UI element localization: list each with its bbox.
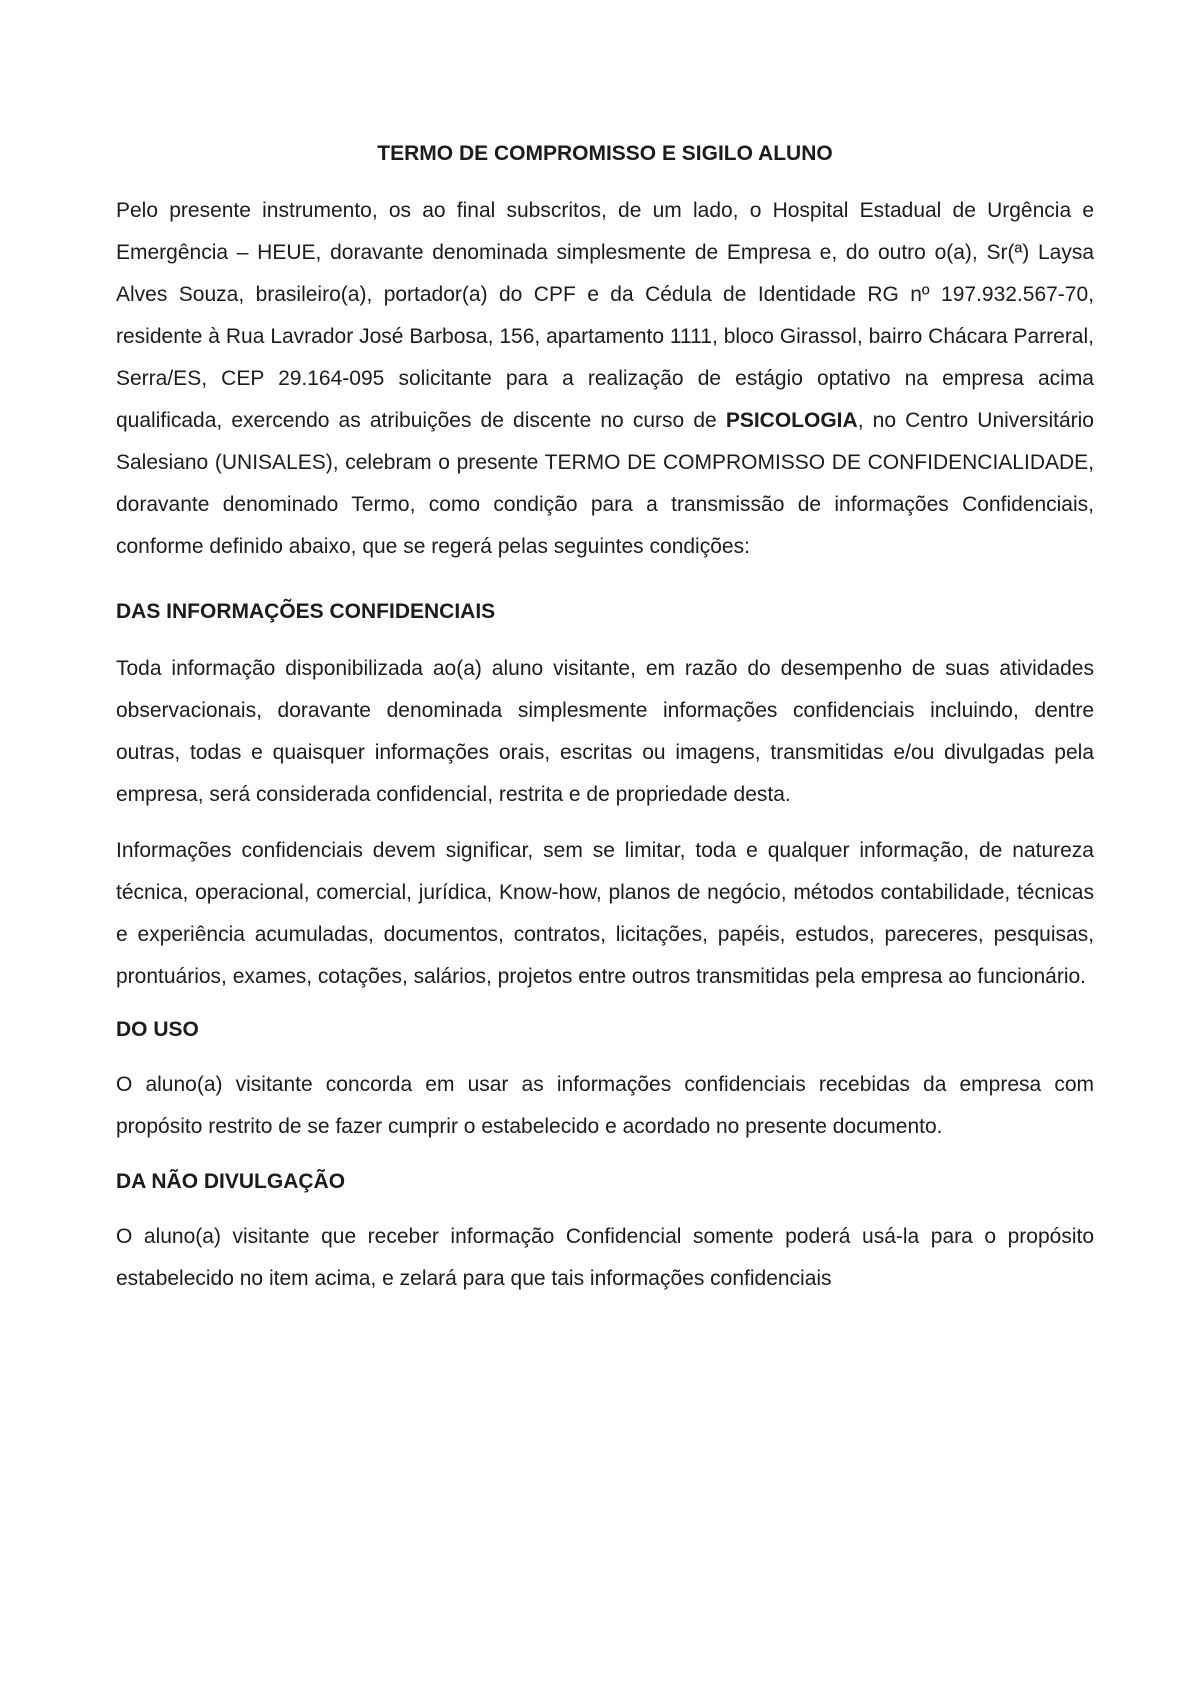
- section-heading-use: DO USO: [116, 1018, 199, 1041]
- intro-text-end: , no Centro Universitário Salesiano (UNISALES), celebram o presente TERMO DE COMPROMISSO DE CONFIDENCIALIDADE, doravante denominado Termo, como condição para a transmissão de informações Confidenciais, conforme definido abaixo, que se regerá pelas seguintes condições:: [116, 409, 1094, 558]
- section-heading-non-disclosure: DA NÃO DIVULGAÇÃO: [116, 1170, 346, 1193]
- course-name: PSICOLOGIA: [725, 409, 858, 432]
- section-heading-confidential-info: DAS INFORMAÇÕES CONFIDENCIAIS: [116, 600, 496, 623]
- confidential-info-paragraph-2: Informações confidenciais devem significar, sem se limitar, toda e qualquer informação, de natureza técnica, operacional, comercial, jurídica, Know-how, planos de negócio, métodos contabilidade, técnicas e experiência acumuladas, documentos, contratos, licitações, papéis, estudos, pareceres, pesquisas, prontuários, exames, cotações, salários, projetos entre outros transmitidas pela empresa ao funcionário.: [116, 839, 1094, 988]
- use-paragraph: O aluno(a) visitante concorda em usar as informações confidenciais recebidas da empresa com propósito restrito de se fazer cumprir o estabelecido e acordado no presente documento.: [116, 1073, 1094, 1138]
- confidential-info-paragraph-1: Toda informação disponibilizada ao(a) aluno visitante, em razão do desempenho de suas atividades observacionais, doravante denominada simplesmente informações confidenciais incluindo, dentre outras, todas e quaisquer informações orais, escritas ou imagens, transmitidas e/ou divulgadas pela empresa, será considerada confidencial, restrita e de propriedade desta.: [116, 657, 1094, 806]
- document-title: TERMO DE COMPROMISSO E SIGILO ALUNO: [377, 142, 833, 165]
- intro-paragraph: [116, 190, 1094, 568]
- non-disclosure-paragraph: O aluno(a) visitante que receber informação Confidencial somente poderá usá-la para o propósito estabelecido no item acima, e zelará para que tais informações confidenciais: [116, 1225, 1094, 1290]
- document-body: [116, 140, 1094, 1300]
- intro-text-start: Pelo presente instrumento, os ao final subscritos, de um lado, o Hospital Estadual de Urgência e Emergência – HEUE, doravante denominada simplesmente de Empresa e, do outro o(a), Sr(ª) Laysa Alves Souza, brasileiro(a), portador(a) do CPF e da Cédula de Identidade RG nº 197.932.567-70, residente à Rua Lavrador José Barbosa, 156, apartamento 1111, bloco Girassol, bairro Chácara Parreral, Serra/ES, CEP 29.164-095 solicitante para a realização de estágio optativo na empresa acima qualificada, exercendo as atribuições de discente no curso de: [116, 199, 1094, 432]
